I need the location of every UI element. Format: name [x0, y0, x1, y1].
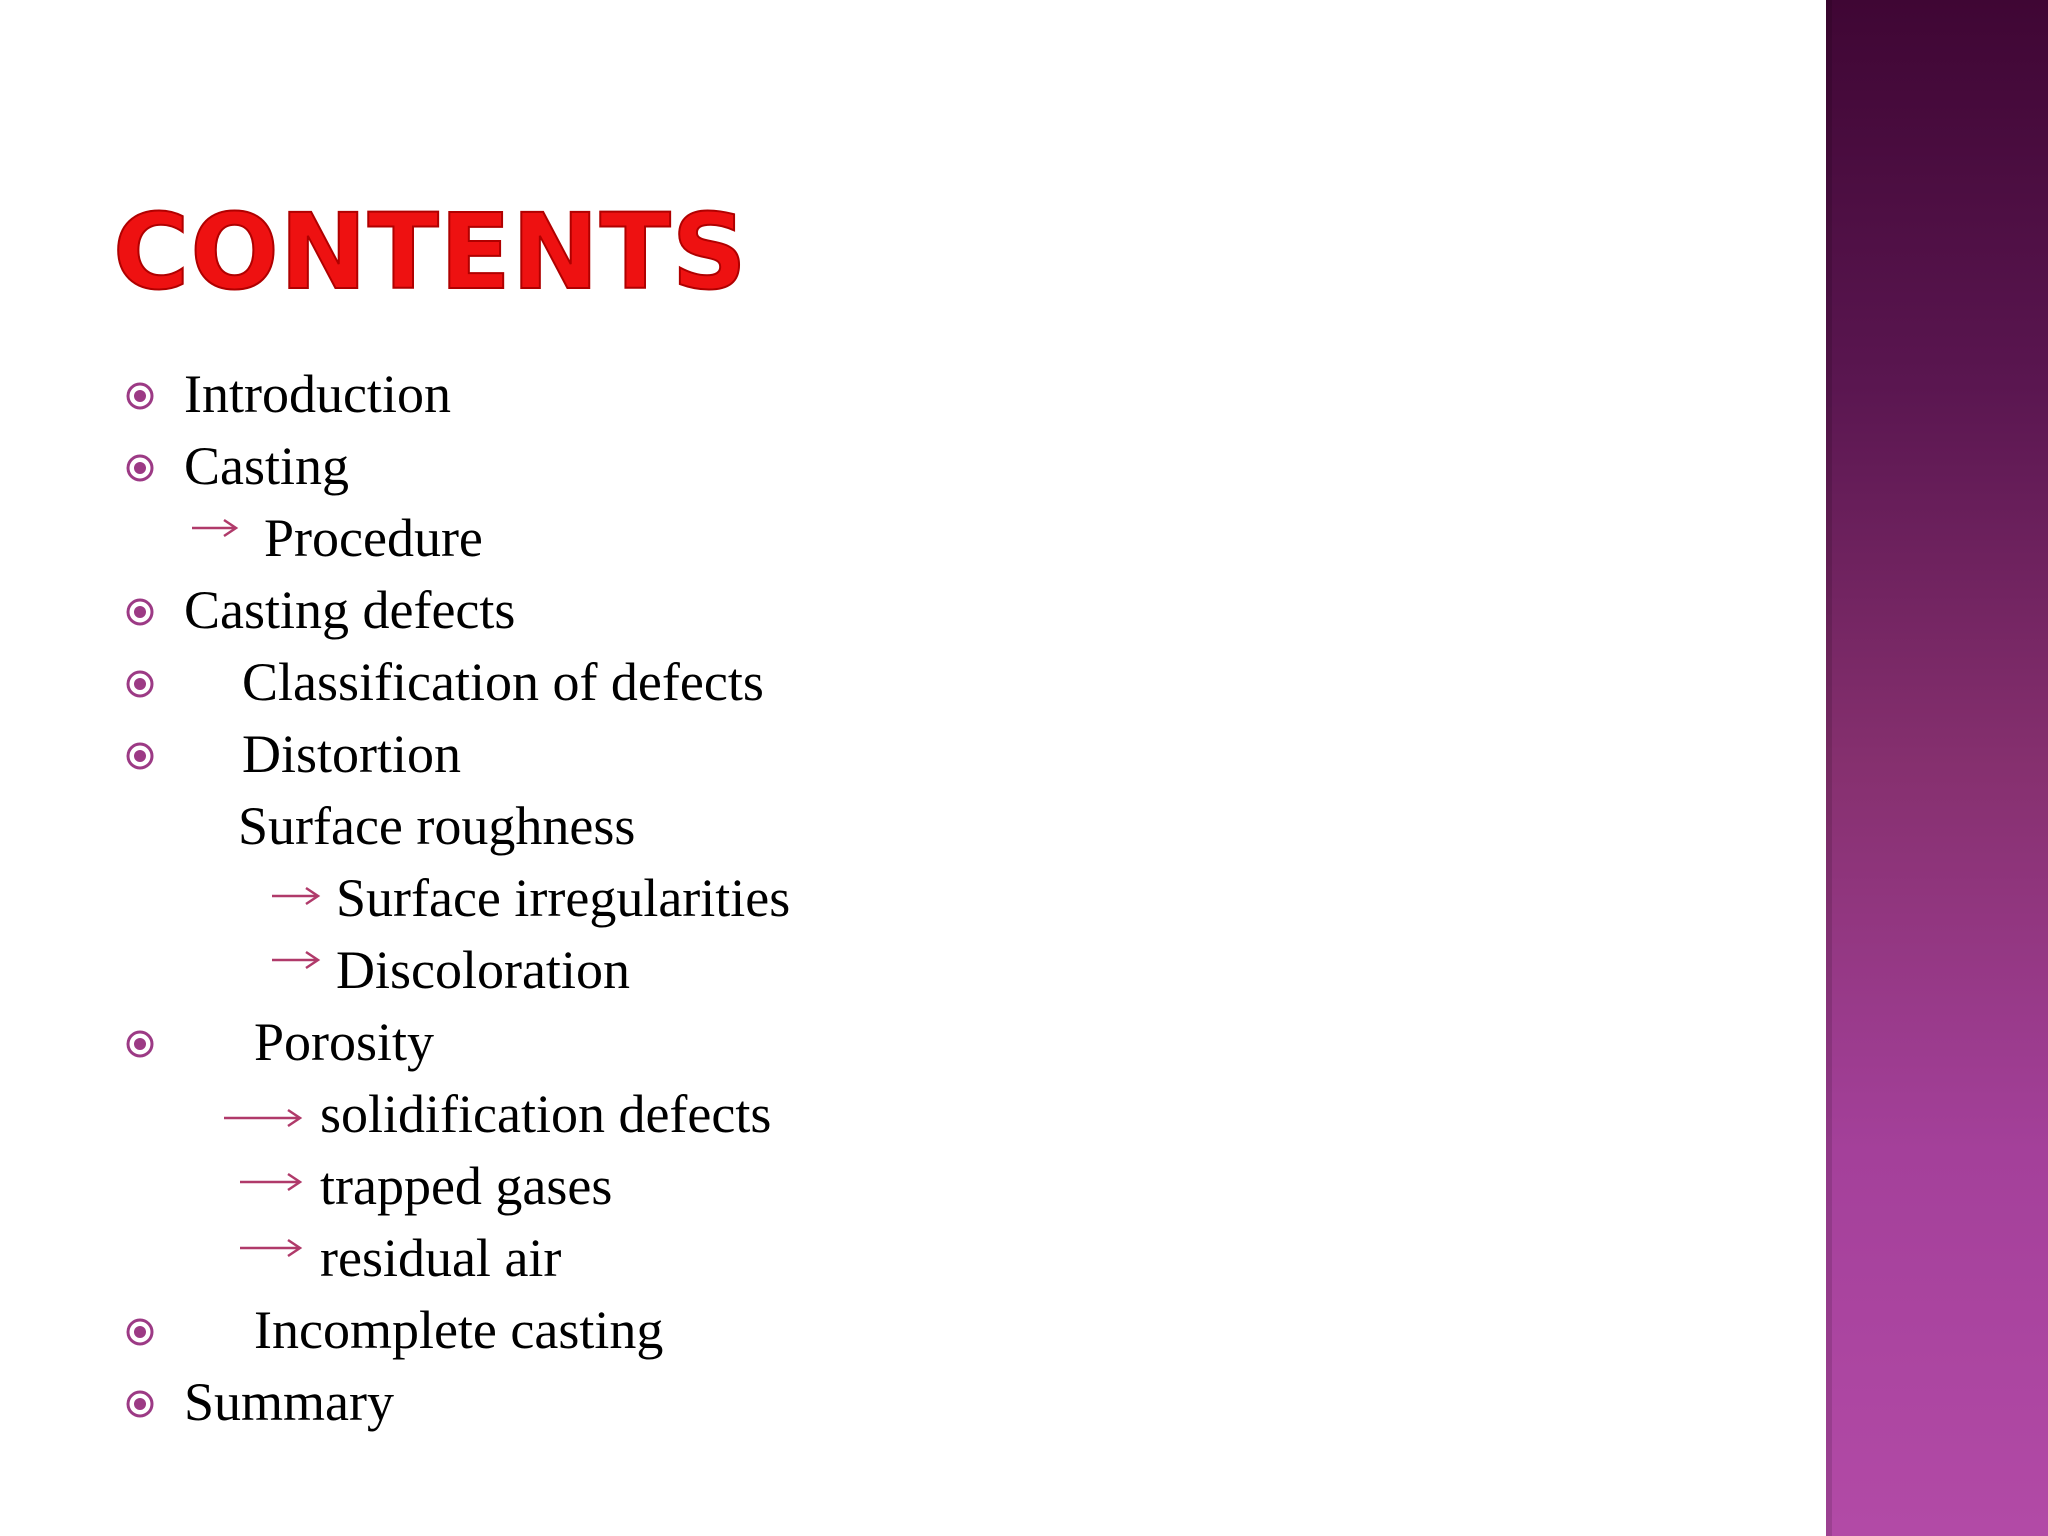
list-item-surface-roughness: Surface roughness [238, 796, 636, 856]
list-item-discoloration: Discoloration [336, 940, 630, 1000]
circle-bullet-icon [124, 452, 156, 484]
arrow-right-icon [238, 1170, 304, 1194]
arrow-right-icon [190, 516, 240, 540]
arrow-right-icon [238, 1236, 304, 1260]
circle-bullet-icon [124, 1028, 156, 1060]
circle-bullet-icon [124, 668, 156, 700]
list-item-distortion: Distortion [242, 724, 462, 784]
arrow-right-icon [222, 1106, 304, 1130]
circle-bullet-icon [124, 1316, 156, 1348]
slide-title: CONTENTS [113, 191, 748, 313]
list-item-trapped-gases: trapped gases [320, 1156, 613, 1216]
circle-bullet-icon [124, 596, 156, 628]
list-item-casting-defects: Casting defects [184, 580, 516, 640]
circle-bullet-icon [124, 380, 156, 412]
list-item-porosity: Porosity [254, 1012, 435, 1072]
list-item-introduction: Introduction [184, 364, 451, 424]
list-item-residual-air: residual air [320, 1228, 562, 1288]
circle-bullet-icon [124, 1388, 156, 1420]
list-item-solidification-defects: solidification defects [320, 1084, 772, 1144]
side-gradient-band [1826, 0, 2048, 1536]
list-item-procedure: Procedure [264, 508, 483, 568]
arrow-right-icon [270, 884, 322, 908]
arrow-right-icon [270, 948, 322, 972]
list-item-surface-irregularities: Surface irregularities [336, 868, 791, 928]
list-item-classification-of-defects: Classification of defects [242, 652, 764, 712]
list-item-casting: Casting [184, 436, 350, 496]
list-item-summary: Summary [184, 1372, 394, 1432]
circle-bullet-icon [124, 740, 156, 772]
list-item-incomplete-casting: Incomplete casting [254, 1300, 664, 1360]
